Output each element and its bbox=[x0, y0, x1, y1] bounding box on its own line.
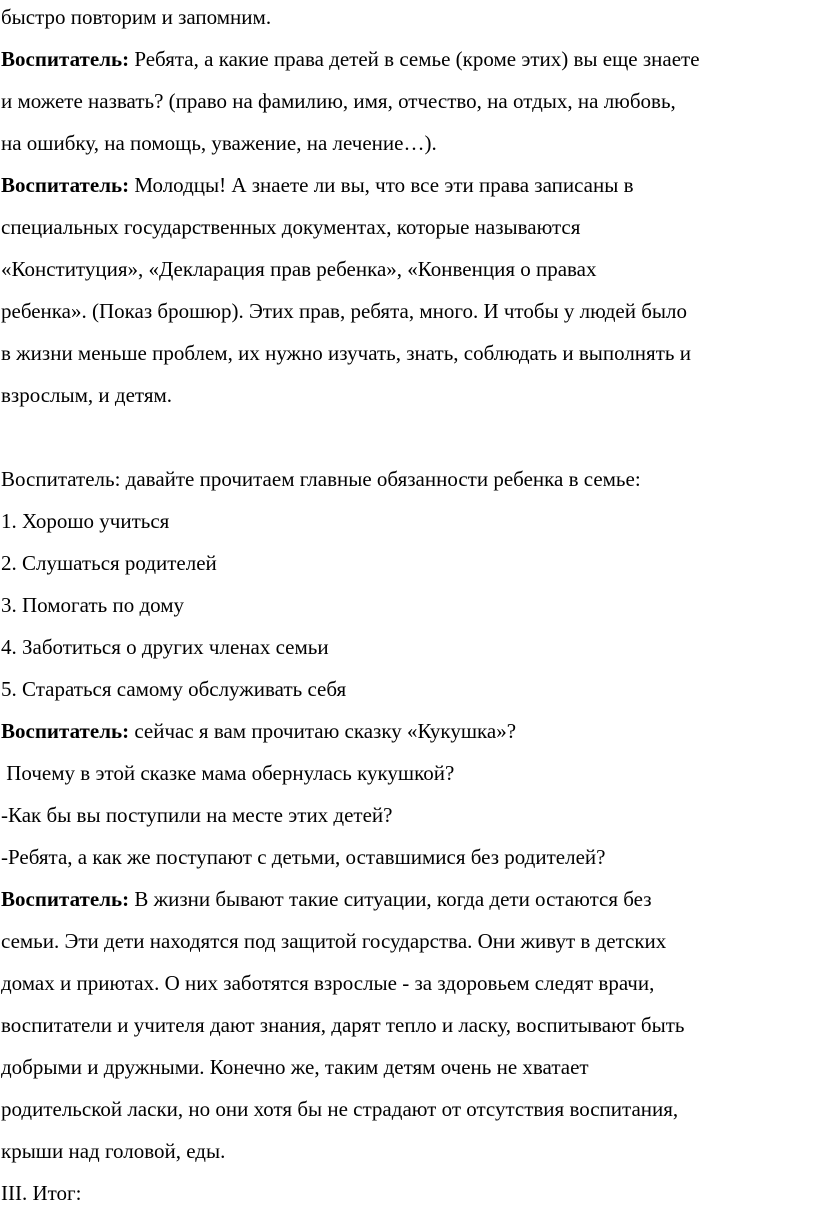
speaker-label: Воспитатель: bbox=[1, 173, 130, 197]
paragraph-line: ребенка». (Показ брошюр). Этих прав, ребята, много. И чтобы у людей было bbox=[1, 299, 687, 323]
question-line: Почему в этой сказке мама обернулась кукушкой? bbox=[1, 761, 455, 785]
paragraph-line: крыши над головой, еды. bbox=[1, 1139, 226, 1163]
paragraph-line bbox=[1, 710, 816, 752]
blank-line bbox=[1, 416, 816, 458]
paragraph-line: добрыми и дружными. Конечно же, таким детям очень не хватает bbox=[1, 1055, 589, 1079]
paragraph-line: семьи. Эти дети находятся под защитой государства. Они живут в детских bbox=[1, 929, 667, 953]
paragraph-orphans bbox=[1, 878, 816, 1172]
speaker-label: Воспитатель: bbox=[1, 887, 130, 911]
paragraph-rights bbox=[1, 38, 816, 164]
paragraph-line: родительской ласки, но они хотя бы не страдают от отсутствия воспитания, bbox=[1, 1097, 679, 1121]
paragraph-line: «Конституция», «Декларация прав ребенка», «Конвенция о правах bbox=[1, 257, 597, 281]
paragraph-line: в жизни меньше проблем, их нужно изучать, знать, соблюдать и выполнять и bbox=[1, 341, 691, 365]
paragraph-line: на ошибку, на помощь, уважение, на лечение…). bbox=[1, 131, 437, 155]
list-item: 3. Помогать по дому bbox=[1, 593, 185, 617]
paragraph-text: Молодцы! А знаете ли вы, что все эти права записаны в bbox=[129, 173, 634, 197]
list-item: 5. Стараться самому обслуживать себя bbox=[1, 677, 347, 701]
paragraph-line bbox=[1, 878, 816, 920]
question-line: -Как бы вы поступили на месте этих детей? bbox=[1, 803, 393, 827]
section-heading-summary: III. Итог: bbox=[1, 1181, 82, 1205]
paragraph-line: воспитатели и учителя дают знания, дарят тепло и ласку, воспитывают быть bbox=[1, 1013, 685, 1037]
speaker-label: Воспитатель: bbox=[1, 719, 130, 743]
intro-line: быстро повторим и запомним. bbox=[1, 5, 272, 29]
duties-list bbox=[1, 500, 816, 710]
paragraph-text: сейчас я вам прочитаю сказку «Кукушка»? bbox=[129, 719, 517, 743]
paragraph-text: В жизни бывают такие ситуации, когда дети остаются без bbox=[129, 887, 652, 911]
paragraph-line: взрослым, и детям. bbox=[1, 383, 173, 407]
list-item: 4. Заботиться о других членах семьи bbox=[1, 635, 329, 659]
questions-list bbox=[1, 752, 816, 878]
paragraph-line: домах и приютах. О них заботятся взрослые - за здоровьем следят врачи, bbox=[1, 971, 655, 995]
paragraph-line bbox=[1, 164, 816, 206]
duties-intro: Воспитатель: давайте прочитаем главные обязанности ребенка в семье: bbox=[1, 467, 641, 491]
list-item: 2. Слушаться родителей bbox=[1, 551, 217, 575]
document-body bbox=[1, 0, 816, 1214]
paragraph-text: Ребята, а какие права детей в семье (кроме этих) вы еще знаете bbox=[129, 47, 700, 71]
paragraph-line: и можете назвать? (право на фамилию, имя, отчество, на отдых, на любовь, bbox=[1, 89, 676, 113]
question-line: -Ребята, а как же поступают с детьми, оставшимися без родителей? bbox=[1, 845, 606, 869]
paragraph-line bbox=[1, 38, 816, 80]
list-item: 1. Хорошо учиться bbox=[1, 509, 170, 533]
speaker-label: Воспитатель: bbox=[1, 47, 130, 71]
paragraph-line: специальных государственных документах, которые называются bbox=[1, 215, 581, 239]
paragraph-documents bbox=[1, 164, 816, 416]
